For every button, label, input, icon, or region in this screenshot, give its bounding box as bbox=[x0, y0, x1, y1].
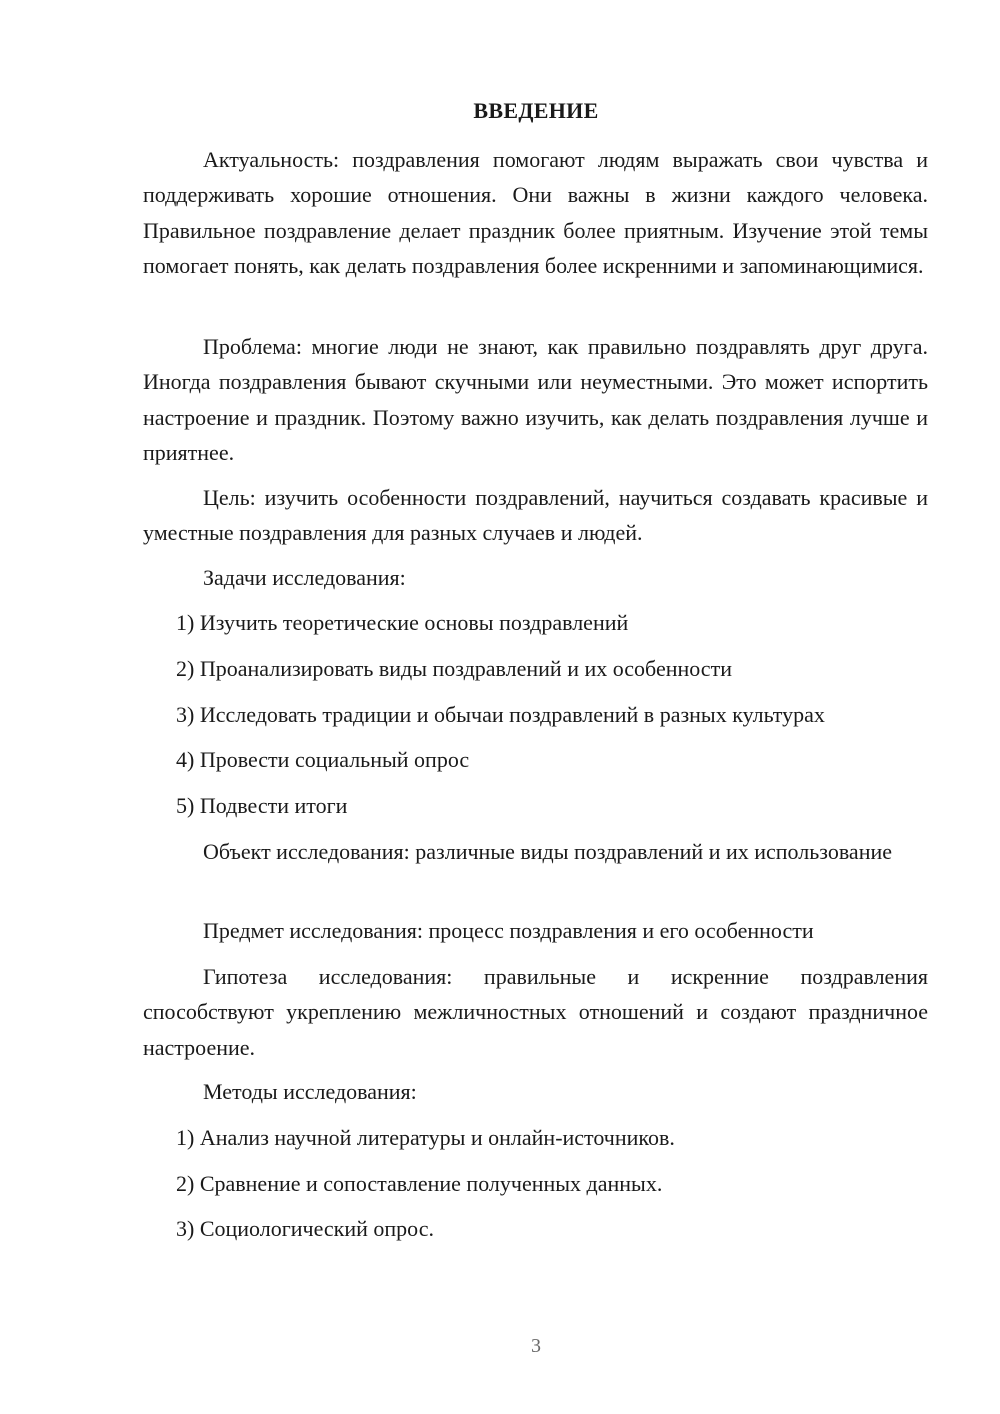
paragraph-relevance: Актуальность: поздравления помогают людям выражать свои чувства и поддерживать хорошие отношения. Они важны в жизни каждого человека. Правильное поздравление делает праздник более приятным. Изучение этой темы помогает понять, как делать поздравления более искренними и запоминающимися. bbox=[143, 147, 928, 278]
page-number: 3 bbox=[531, 1335, 541, 1357]
method-item: 1) Анализ научной литературы и онлайн-источников. bbox=[176, 1125, 675, 1150]
paragraph-hypothesis: Гипотеза исследования: правильные и искренние поздравления способствуют укреплению межличностных отношений и создают праздничное настроение. bbox=[143, 964, 928, 1060]
task-item: 4) Провести социальный опрос bbox=[176, 747, 470, 772]
task-item: 3) Исследовать традиции и обычаи поздравлений в разных культурах bbox=[176, 702, 825, 727]
paragraph-object: Объект исследования: различные виды поздравлений и их использование bbox=[203, 839, 893, 864]
method-item: 2) Сравнение и сопоставление полученных данных. bbox=[176, 1171, 663, 1196]
paragraph-goal: Цель: изучить особенности поздравлений, научиться создавать красивые и уместные поздравления для разных случаев и людей. bbox=[143, 485, 928, 546]
paragraph-problem: Проблема: многие люди не знают, как правильно поздравлять друг друга. Иногда поздравления бывают скучными или неуместными. Это может испортить настроение и праздник. Поэтому важно изучить, как делать поздравления лучше и приятнее. bbox=[143, 334, 928, 465]
tasks-heading: Задачи исследования: bbox=[203, 565, 406, 590]
paragraph-subject: Предмет исследования: процесс поздравления и его особенности bbox=[203, 918, 814, 943]
methods-heading: Методы исследования: bbox=[203, 1079, 417, 1104]
method-item: 3) Социологический опрос. bbox=[176, 1216, 434, 1241]
task-item: 1) Изучить теоретические основы поздравлений bbox=[176, 610, 629, 635]
task-item: 2) Проанализировать виды поздравлений и их особенности bbox=[176, 656, 732, 681]
page-title: ВВЕДЕНИЕ bbox=[473, 98, 599, 123]
task-item: 5) Подвести итоги bbox=[176, 793, 348, 818]
